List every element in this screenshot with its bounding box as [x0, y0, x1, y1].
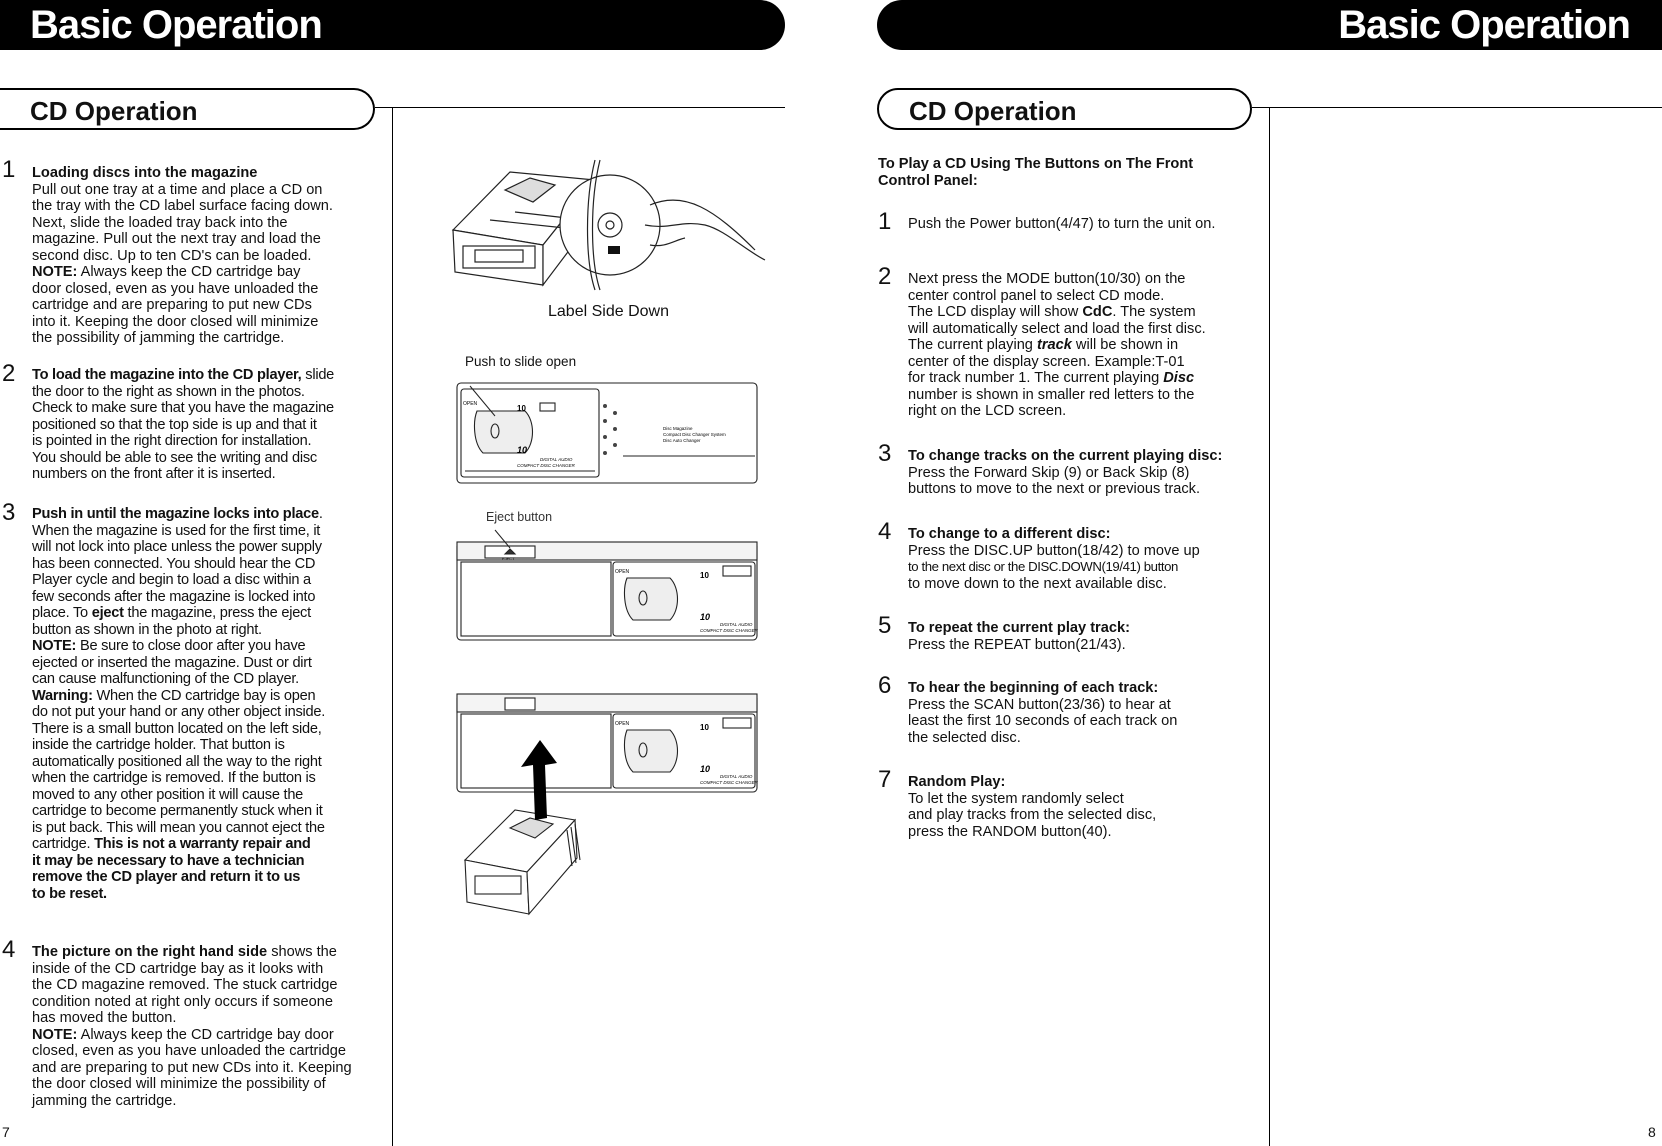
text-run: Random Play:	[908, 774, 1006, 790]
text-run: Loading discs into the magazine	[32, 165, 258, 181]
text-line	[908, 321, 1268, 338]
text-run: Push the Power button(4/47) to turn the unit on.	[908, 216, 1216, 232]
text-run: shows the	[267, 944, 337, 960]
changer-disc-count: 10	[700, 723, 709, 732]
text-line	[32, 671, 392, 688]
text-run: second disc. Up to ten CD's can be loaded.	[32, 247, 312, 264]
text-line	[908, 465, 1268, 482]
left-item-4-text	[32, 944, 392, 1109]
text-line	[908, 680, 1268, 697]
right-item-number: 4	[878, 518, 892, 545]
right-page-banner	[877, 0, 1662, 50]
changer-door-open-illustration	[455, 528, 760, 643]
changer-door-closed-illustration	[455, 381, 760, 486]
text-line	[908, 697, 1268, 714]
text-run: Be sure to close door after you have	[76, 638, 306, 654]
text-line	[32, 754, 392, 771]
text-run: Always keep the CD cartridge bay door	[77, 1026, 334, 1043]
right-item-number: 1	[878, 208, 892, 235]
text-run: inside of the CD cartridge bay as it looks with	[32, 960, 324, 977]
text-line	[32, 330, 392, 347]
text-line	[908, 559, 1268, 576]
text-line	[32, 384, 392, 401]
text-run: the door closed will minimize the possibility of	[32, 1076, 326, 1092]
text-run: and are preparing to put new CDs into it. Keeping	[32, 1059, 352, 1076]
text-run: Pull out one tray at a time and place a CD on	[32, 181, 323, 198]
text-line	[908, 337, 1268, 354]
text-run: buttons to move to the next or previous track.	[908, 481, 1201, 497]
text-line	[32, 994, 392, 1011]
text-line	[32, 367, 392, 384]
text-run: moved to any other position it will cause the	[32, 786, 304, 803]
disc-label-mark	[608, 246, 620, 254]
text-line	[908, 774, 1268, 791]
text-run: Next press the MODE button(10/30) on the	[908, 271, 1186, 287]
changer-open-label: OPEN	[463, 401, 478, 407]
text-line	[908, 824, 1268, 841]
changer-product-label: COMPACT DISC CHANGER	[700, 780, 758, 785]
page-number-left: 7	[2, 1124, 10, 1140]
text-run: cartridge.	[32, 836, 95, 852]
text-run: door closed, even as you have unloaded the	[32, 280, 319, 297]
text-run: center of the display screen. Example:T-01	[908, 353, 1185, 370]
text-run: magazine. Pull out the next tray and load the	[32, 231, 321, 247]
text-run: When the magazine is used for the first time, it	[32, 522, 321, 539]
text-run: numbers on the front after it is inserted.	[32, 466, 276, 482]
text-line	[32, 770, 392, 787]
eject-label: EJECT	[502, 556, 515, 561]
text-run: Always keep the CD cartridge bay	[77, 264, 301, 280]
text-run: Push in until the magazine locks into place	[32, 506, 319, 522]
text-run: will automatically select and load the first disc.	[908, 320, 1206, 337]
page-number-right: 8	[1648, 1124, 1656, 1140]
right-intro	[878, 156, 1258, 189]
text-run: This is not a warranty repair and	[94, 836, 311, 852]
text-line	[32, 297, 392, 314]
changer-digital-audio-label: DIGITAL AUDIO	[720, 622, 753, 627]
text-run: least the first 10 seconds of each track on	[908, 713, 1178, 729]
text-run: To hear the beginning of each track:	[908, 680, 1159, 696]
changer-disc-count: 10	[700, 612, 711, 622]
text-line	[32, 450, 392, 467]
text-line	[32, 165, 392, 182]
text-line	[32, 704, 392, 721]
right-item-3-text	[908, 448, 1268, 498]
text-run: remove the CD player and return it to us	[32, 869, 301, 885]
text-line	[32, 248, 392, 265]
text-run: jamming the cartridge.	[32, 1092, 177, 1109]
text-run: the selected disc.	[908, 729, 1021, 746]
text-line	[32, 622, 392, 639]
eject-button-caption: Eject button	[486, 510, 553, 524]
text-run: the CD magazine removed. The stuck cartridge	[32, 977, 338, 993]
text-run: will not lock into place unless the power supply	[32, 539, 322, 555]
text-run: and play tracks from the selected disc,	[908, 807, 1157, 823]
left-section-title	[0, 88, 375, 130]
text-run: . The system	[1112, 304, 1196, 320]
door-note-line-1: Disc Magazine	[663, 426, 693, 431]
text-line	[32, 886, 392, 903]
changer-open-label: OPEN	[615, 721, 630, 727]
text-line	[908, 481, 1268, 498]
door-note-line-2: Compact Disc Changer System	[663, 432, 726, 437]
push-to-slide-open-caption: Push to slide open	[465, 354, 577, 369]
text-run: button as shown in the photo at right.	[32, 621, 262, 638]
text-run: Check to make sure that you have the magazine	[32, 400, 334, 416]
text-run: To repeat the current play track:	[908, 620, 1130, 636]
text-run: Press the SCAN button(23/36) to hear at	[908, 696, 1171, 713]
text-run: the possibility of jamming the cartridge.	[32, 330, 285, 346]
text-line	[32, 314, 392, 331]
text-line	[32, 264, 392, 281]
text-line	[32, 231, 392, 248]
text-run: for track number 1. The current playing	[908, 370, 1164, 386]
text-run: positioned so that the top side is up and that it	[32, 416, 317, 433]
text-run: The LCD display will show	[908, 304, 1083, 320]
text-run: CdC	[1082, 304, 1113, 320]
left-item-number: 3	[2, 499, 16, 526]
text-line	[32, 1060, 392, 1077]
changer-disc-count: 10	[700, 571, 709, 580]
text-line	[32, 688, 392, 705]
text-run: To change tracks on the current playing disc:	[908, 448, 1223, 464]
left-page-banner	[0, 0, 785, 50]
text-line	[32, 1027, 392, 1044]
left-item-number: 2	[2, 360, 16, 387]
text-run: Press the Forward Skip (9) or Back Skip (8)	[908, 464, 1190, 481]
text-line	[32, 737, 392, 754]
changer-disc-count: 10	[517, 445, 528, 455]
right-item-number: 7	[878, 766, 892, 793]
text-line	[32, 977, 392, 994]
text-line	[908, 730, 1268, 747]
text-line	[32, 1043, 392, 1060]
label-side-down-caption: Label Side Down	[548, 303, 669, 320]
text-line	[908, 288, 1268, 305]
text-run: eject	[91, 605, 124, 621]
text-line	[908, 387, 1268, 404]
text-line	[32, 721, 392, 738]
right-section-title	[877, 88, 1252, 130]
text-line	[32, 572, 392, 589]
right-item-7-text	[908, 774, 1268, 840]
text-run: Press the DISC.UP button(18/42) to move up	[908, 542, 1200, 559]
right-column-divider	[1269, 107, 1270, 1146]
left-item-number: 4	[2, 936, 16, 963]
text-run: To let the system randomly select	[908, 790, 1124, 807]
text-run: Disc	[1163, 370, 1195, 386]
text-line	[32, 433, 392, 450]
text-line	[32, 417, 392, 434]
text-line	[32, 1010, 392, 1027]
right-intro-line-2: Control Panel:	[878, 172, 978, 189]
changer-product-label: COMPACT DISC CHANGER	[700, 628, 758, 633]
text-run: will be shown in	[1071, 337, 1179, 353]
text-line	[908, 304, 1268, 321]
door-note-line-3: Disc Auto Changer	[663, 438, 701, 443]
text-run: Press the REPEAT button(21/43).	[908, 636, 1126, 653]
text-run: There is a small button located on the left side,	[32, 720, 322, 737]
text-line	[32, 198, 392, 215]
left-item-3-text	[32, 506, 392, 902]
text-run: number is shown in smaller red letters to the	[908, 386, 1195, 403]
right-intro-line-1: To Play a CD Using The Buttons on The Front	[878, 156, 1194, 172]
left-header-rule	[375, 107, 785, 108]
text-line	[908, 713, 1268, 730]
changer-open-label: OPEN	[615, 569, 630, 575]
text-run: the magazine, press the eject	[123, 605, 311, 621]
text-run: center control panel to select CD mode.	[908, 287, 1165, 304]
text-line	[32, 869, 392, 886]
text-line	[32, 803, 392, 820]
text-run: slide	[301, 367, 335, 383]
text-run: Player cycle and begin to load a disc within a	[32, 572, 311, 588]
text-run: into it. Keeping the door closed will minimize	[32, 313, 319, 330]
text-run: Next, slide the loaded tray back into the	[32, 214, 288, 231]
changer-product-label: COMPACT DISC CHANGER	[517, 463, 575, 468]
text-run: automatically positioned all the way to the right	[32, 753, 322, 770]
text-run: inside the cartridge holder. That button is	[32, 737, 285, 753]
text-run: the tray with the CD label surface facing down.	[32, 198, 333, 214]
text-run: the door to the right as shown in the photos.	[32, 383, 305, 400]
text-line	[32, 655, 392, 672]
text-line	[908, 216, 1268, 233]
text-run: NOTE:	[32, 264, 78, 280]
text-line	[32, 589, 392, 606]
text-line	[32, 539, 392, 556]
right-item-4-text	[908, 526, 1268, 592]
text-line	[908, 403, 1268, 420]
left-column-divider	[392, 107, 393, 1146]
left-item-2-text	[32, 367, 392, 483]
text-run: closed, even as you have unloaded the cartridge	[32, 1043, 346, 1059]
changer-digital-audio-label: DIGITAL AUDIO	[720, 774, 753, 779]
text-line	[32, 182, 392, 199]
text-run: is pointed in the right direction for installation.	[32, 433, 312, 449]
changer-disc-count: 10	[517, 404, 526, 413]
right-header-rule	[1252, 107, 1662, 108]
text-run: The current playing	[908, 337, 1037, 353]
text-run: place. To	[32, 605, 92, 621]
text-run: do not put your hand or any other object inside.	[32, 704, 326, 720]
right-item-2-text	[908, 271, 1268, 420]
text-line	[32, 836, 392, 853]
left-banner-title: Basic Operation	[30, 3, 322, 47]
text-line	[32, 506, 392, 523]
text-run: cartridge to become permanently stuck when it	[32, 803, 323, 819]
text-line	[908, 576, 1268, 593]
text-run: ejected or inserted the magazine. Dust or dirt	[32, 654, 312, 671]
text-line	[908, 620, 1268, 637]
text-run: to be reset.	[32, 885, 107, 902]
text-run: to move down to the next available disc.	[908, 575, 1167, 592]
text-run: cartridge and are preparing to put new CDs	[32, 297, 312, 313]
text-run: To change to a different disc:	[908, 526, 1111, 542]
text-line	[32, 466, 392, 483]
left-item-1-text	[32, 165, 392, 347]
text-line	[32, 1076, 392, 1093]
text-line	[32, 215, 392, 232]
text-run: condition noted at right only occurs if someone	[32, 993, 333, 1010]
magazine-disc-loading-illustration	[445, 150, 775, 300]
text-line	[908, 791, 1268, 808]
text-line	[32, 1093, 392, 1110]
text-run: NOTE:	[32, 1026, 78, 1043]
text-line	[908, 448, 1268, 465]
text-line	[32, 787, 392, 804]
text-run: has been connected. You should hear the CD	[32, 555, 316, 572]
text-run: The picture on the right hand side	[32, 944, 268, 960]
right-item-1-text	[908, 216, 1268, 233]
left-section-title-text: CD Operation	[30, 96, 198, 126]
text-line	[32, 400, 392, 417]
text-run: right on the LCD screen.	[908, 403, 1067, 419]
text-run: press the RANDOM button(40).	[908, 823, 1112, 840]
text-run: can cause malfunctioning of the CD player.	[32, 671, 299, 687]
text-line	[32, 961, 392, 978]
right-banner-title: Basic Operation	[1338, 3, 1630, 47]
text-line	[32, 556, 392, 573]
text-line	[32, 820, 392, 837]
text-line	[32, 281, 392, 298]
text-run: it may be necessary to have a technician	[32, 852, 305, 869]
text-line	[32, 523, 392, 540]
text-run: to the next disc or the DISC.DOWN(19/41) button	[908, 559, 1178, 574]
text-run: You should be able to see the writing and disc	[32, 449, 317, 466]
text-run: is put back. This will mean you cannot eject the	[32, 819, 325, 836]
text-run: To load the magazine into the CD player,	[32, 367, 302, 383]
text-line	[32, 853, 392, 870]
right-item-6-text	[908, 680, 1268, 746]
changer-disc-count: 10	[700, 764, 711, 774]
right-item-5-text	[908, 620, 1268, 653]
text-line	[908, 370, 1268, 387]
text-line	[908, 807, 1268, 824]
text-line	[908, 637, 1268, 654]
left-item-number: 1	[2, 156, 16, 183]
text-run: .	[318, 506, 323, 522]
right-section-title-text: CD Operation	[909, 96, 1077, 126]
text-line	[32, 944, 392, 961]
text-line	[908, 271, 1268, 288]
changer-bay-empty-illustration	[455, 690, 760, 920]
text-run: Warning:	[32, 687, 93, 704]
text-line	[32, 605, 392, 622]
right-item-number: 5	[878, 612, 892, 639]
text-line	[908, 526, 1268, 543]
text-run: When the CD cartridge bay is open	[92, 687, 316, 704]
text-line	[908, 543, 1268, 560]
changer-digital-audio-label: DIGITAL AUDIO	[540, 457, 573, 462]
text-run: when the cartridge is removed. If the button is	[32, 770, 316, 786]
right-item-number: 6	[878, 672, 892, 699]
text-run: has moved the button.	[32, 1010, 177, 1026]
text-run: NOTE:	[32, 638, 77, 654]
right-item-number: 3	[878, 440, 892, 467]
text-run: few seconds after the magazine is locked into	[32, 588, 316, 605]
text-line	[908, 354, 1268, 371]
text-run: track	[1036, 337, 1072, 353]
right-item-number: 2	[878, 263, 892, 290]
text-line	[32, 638, 392, 655]
